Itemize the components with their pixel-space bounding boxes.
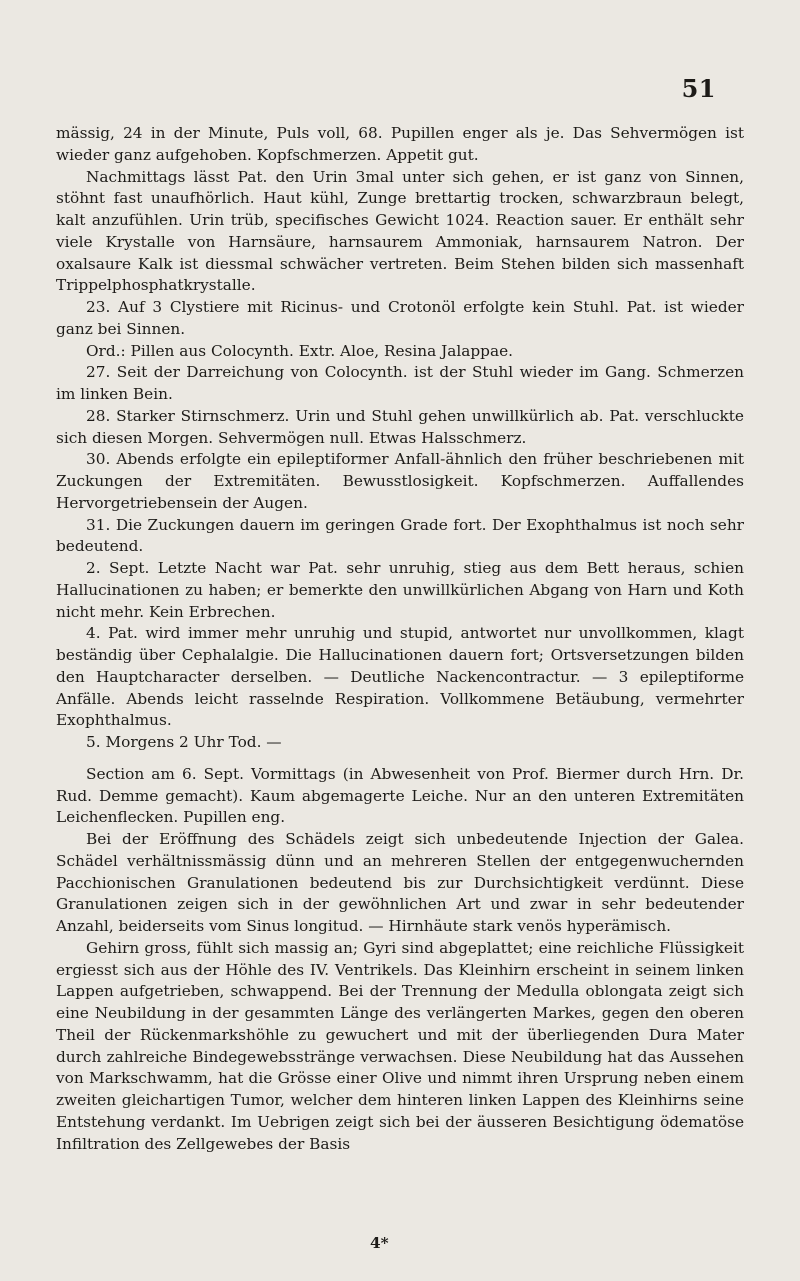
paragraph: 31. Die Zuckungen dauern im geringen Grade fort. Der Exophthalmus ist noch sehr bedeutend. bbox=[56, 515, 744, 556]
body-text bbox=[56, 123, 744, 1155]
paragraph: 4. Pat. wird immer mehr unruhig und stupid, antwortet nur unvollkommen, klagt beständig über Cephalalgie. Die Hallucinationen dauern fort; Ortsversetzungen bilden den Hauptcharacter derselben. — Deutliche Nackencontractur. — 3 epileptiforme Anfälle. Abends leicht rasselnde Respiration. Vollkommene Betäubung, vermehrter Exophthalmus. bbox=[56, 624, 744, 730]
paragraph: 28. Starker Stirnschmerz. Urin und Stuhl gehen unwillkürlich ab. Pat. verschluckte sich diesen Morgen. Sehvermögen null. Etwas Halsschmerz. bbox=[56, 406, 744, 447]
paragraph: 5. Morgens 2 Uhr Tod. — bbox=[86, 733, 282, 751]
paragraph: Ord.: Pillen aus Colocynth. Extr. Aloe, Resina Jalappae. bbox=[86, 341, 513, 360]
paragraph: 2. Sept. Letzte Nacht war Pat. sehr unruhig, stieg aus dem Bett heraus, schien Hallucinationen zu haben; er bemerkte den unwillkürlichen Abgang von Harn und Koth nicht mehr. Kein Erbrechen. bbox=[56, 559, 744, 621]
paragraph: Bei der Eröffnung des Schädels zeigt sich unbedeutende Injection der Galea. Schädel verhältnissmässig dünn und an mehreren Stellen der entgegenwuchernden Pacchionischen Granulationen bedeutend bis zur Durchsichtigkeit verdünnt. Diese Granulationen zeigen sich in der gewöhnlichen Art und zwar in sehr bedeutender Anzahl, beiderseits vom Sinus longitud. — Hirnhäute stark venös hyperämisch. bbox=[56, 830, 744, 935]
paragraph: mässig, 24 in der Minute, Puls voll, 68. Pupillen enger als je. Das Sehvermögen ist wieder ganz aufgehoben. Kopfschmerzen. Appetit gut. bbox=[56, 124, 744, 164]
page-number: 51 bbox=[681, 74, 716, 103]
paragraph: 30. Abends erfolgte ein epileptiformer Anfall-ähnlich den früher beschriebenen mit Zuckungen der Extremitäten. Bewusstlosigkeit. Kopfschmerzen. Auffallendes Hervorgetriebensein der Augen. bbox=[56, 450, 744, 512]
paragraph: Gehirn gross, fühlt sich massig an; Gyri sind abgeplattet; eine reichliche Flüssigkeit ergiesst sich aus der Höhle des IV. Ventrikels. Das Kleinhirn erscheint in seinem linken Lappen aufgetrieben, schwappend. Bei der Trennung der Medulla oblongata zeigt sich eine Neubildung in der gesammten Länge des verlängerten Markes, gegen den oberen Theil der Rückenmarkshöhle zu gewuchert und mit der überliegenden Dura Mater durch zahlreiche Bindegewebsstränge verwachsen. Diese Neubildung hat das Aussehen von Markschwamm, hat die Grösse einer Olive und nimmt ihren Ursprung neben einem zweiten gleichartigen Tumor, welcher dem hinteren linken Lappen des Kleinhirns seine Entstehung verdankt. Im Uebrigen zeigt sich bei der äusseren Besichtigung ödematöse Infiltration des Zellgewebes der Basis bbox=[56, 938, 744, 1153]
paragraph: 23. Auf 3 Clystiere mit Ricinus- und Crotonöl erfolgte kein Stuhl. Pat. ist wieder ganz bei Sinnen. bbox=[56, 298, 744, 338]
signature-mark: 4* bbox=[370, 1234, 389, 1252]
paragraph: Section am 6. Sept. Vormittags (in Abwesenheit von Prof. Biermer durch Hrn. Dr. Rud. Demme gemacht). Kaum abgemagerte Leiche. Nur an den unteren Extremitäten Leichenflecken. Pupillen eng. bbox=[56, 764, 744, 827]
paragraph: 27. Seit der Darreichung von Colocynth. ist der Stuhl wieder im Gang. Schmerzen im linken Bein. bbox=[56, 363, 744, 403]
paragraph: Nachmittags lässt Pat. den Urin 3mal unter sich gehen, er ist ganz von Sinnen, stöhnt fast unaufhörlich. Haut kühl, Zunge brettartig trocken, schwarzbraun belegt, kalt anzufühlen. Urin trüb, specifisches Gewicht 1024. Reaction sauer. Er enthält sehr viele Krystalle von Harnsäure, harnsaurem Ammoniak, harnsaurem Natron. Der oxalsaure Kalk ist diessmal schwächer vertreten. Beim Stehen bilden sich massenhaft Trippelphosphatkrystalle. bbox=[56, 167, 744, 295]
